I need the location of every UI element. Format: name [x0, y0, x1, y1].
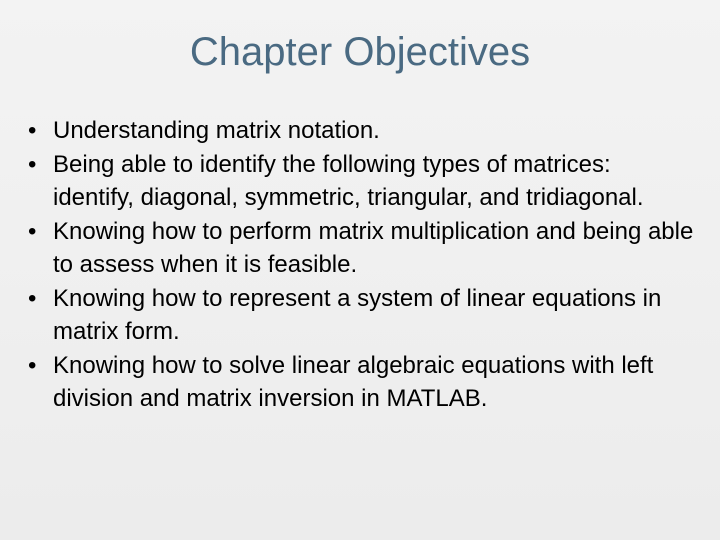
bullet-icon: •	[28, 351, 37, 379]
objectives-list	[28, 114, 698, 416]
bullet-icon: •	[28, 117, 37, 144]
bullet-icon: •	[28, 284, 37, 312]
list-item	[28, 349, 698, 416]
bullet-text: Understanding matrix notation.	[53, 117, 380, 144]
list-item	[28, 282, 698, 349]
bullet-icon: •	[28, 150, 37, 178]
bullet-text: Knowing how to represent a system of linear equations in matrix form.	[53, 284, 662, 345]
slide-title: Chapter Objectives	[189, 30, 531, 74]
bullet-text: Knowing how to perform matrix multiplication and being able to assess when it is feasible.	[53, 217, 694, 278]
bullet-icon: •	[28, 217, 37, 245]
list-item	[28, 148, 698, 215]
list-item	[28, 114, 698, 148]
bullet-text: Knowing how to solve linear algebraic equations with left division and matrix inversion in MATLAB.	[53, 351, 654, 412]
bullet-text: Being able to identify the following types of matrices: identify, diagonal, symmetric, triangular, and tridiagonal.	[53, 150, 644, 211]
list-item	[28, 215, 698, 282]
